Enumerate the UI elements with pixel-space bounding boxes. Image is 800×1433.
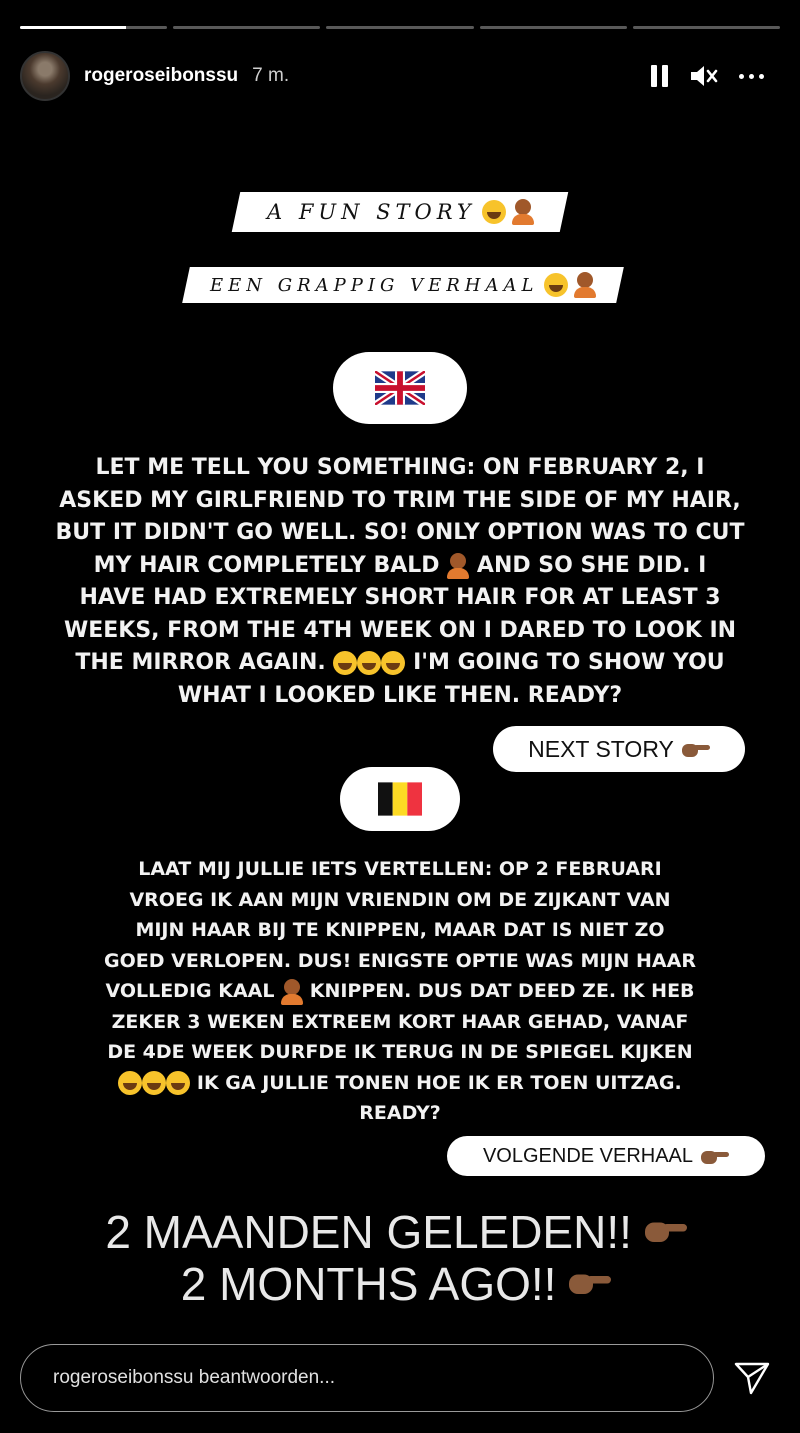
text-line bbox=[0, 976, 800, 1007]
reply-input[interactable] bbox=[20, 1344, 714, 1412]
text-line: HAVE HAD EXTREMELY SHORT HAIR FOR AT LEAST 3 bbox=[79, 585, 721, 610]
pointing-right-icon bbox=[645, 1216, 705, 1255]
months-ago-nl: 2 MAANDEN GELEDEN!! bbox=[105, 1206, 632, 1258]
laughing-emoji-icon bbox=[142, 1071, 166, 1095]
laughing-emoji-icon bbox=[544, 273, 568, 297]
next-story-button[interactable] bbox=[493, 726, 745, 772]
title-en: A FUN STORY bbox=[266, 200, 476, 224]
volgende-verhaal-label: VOLGENDE VERHAAL bbox=[482, 1144, 694, 1167]
more-options-button[interactable] bbox=[739, 74, 764, 79]
mute-button[interactable] bbox=[689, 64, 719, 88]
laughing-emoji-icon bbox=[118, 1071, 142, 1095]
text-line: VROEG IK AAN MIJN VRIENDIN OM DE ZIJKANT VAN bbox=[129, 888, 671, 911]
text-line: READY? bbox=[359, 1102, 441, 1124]
pointing-right-icon bbox=[682, 740, 710, 758]
text-segment: KNIPPEN. DUS DAT DEED ZE. IK HEB bbox=[309, 980, 695, 1002]
progress-segment bbox=[173, 26, 320, 29]
text-segment: AND SO SHE DID. I bbox=[476, 552, 707, 578]
laughing-emoji-icon bbox=[357, 651, 381, 675]
story-header bbox=[20, 50, 780, 102]
title-sticker-nl bbox=[182, 267, 624, 303]
progress-segment bbox=[633, 26, 780, 29]
text-segment: VOLLEDIG KAAL bbox=[105, 980, 275, 1002]
text-line: BUT IT DIDN'T GO WELL. SO! ONLY OPTION WAS TO CUT bbox=[55, 520, 745, 545]
story-text-nl bbox=[0, 854, 800, 1129]
progress-segment bbox=[326, 26, 473, 29]
laughing-emoji-icon bbox=[381, 651, 405, 675]
facepalm-emoji-icon bbox=[447, 553, 469, 579]
laughing-emoji-icon bbox=[166, 1071, 190, 1095]
username[interactable]: rogeroseibonssu bbox=[84, 65, 239, 86]
progress-segment bbox=[20, 26, 167, 29]
avatar[interactable] bbox=[20, 51, 70, 101]
pointing-right-icon bbox=[569, 1268, 629, 1307]
facepalm-emoji-icon bbox=[574, 272, 596, 298]
facepalm-emoji-icon bbox=[511, 199, 533, 225]
title-sticker-en bbox=[232, 192, 569, 232]
months-ago-en: 2 MONTHS AGO!! bbox=[180, 1258, 557, 1310]
months-ago-text bbox=[0, 1206, 800, 1310]
send-button[interactable] bbox=[732, 1358, 772, 1398]
uk-flag-sticker bbox=[333, 352, 467, 424]
text-segment: MY HAIR COMPLETELY BALD bbox=[93, 552, 440, 578]
text-line bbox=[0, 550, 800, 583]
text-line bbox=[0, 647, 800, 680]
progress-fill bbox=[20, 26, 126, 29]
send-icon bbox=[733, 1359, 771, 1397]
reply-bar bbox=[20, 1343, 780, 1413]
text-line: LAAT MIJ JULLIE IETS VERTELLEN: OP 2 FEBRUARI bbox=[138, 858, 662, 880]
belgium-flag-icon bbox=[378, 782, 422, 816]
volgende-verhaal-button[interactable] bbox=[447, 1136, 765, 1176]
months-ago-line bbox=[0, 1258, 800, 1310]
pointing-right-icon bbox=[701, 1147, 729, 1165]
united-kingdom-flag-icon bbox=[375, 371, 425, 405]
text-line: MIJN HAAR BIJ TE KNIPPEN, MAAR DAT IS NIET ZO bbox=[135, 919, 665, 941]
title-nl: EEN GRAPPIG VERHAAL bbox=[209, 274, 539, 296]
story-text-en bbox=[0, 452, 800, 712]
progress-segment bbox=[480, 26, 627, 29]
text-segment: IK GA JULLIE TONEN HOE IK ER TOEN UITZAG. bbox=[196, 1071, 682, 1094]
more-options-icon bbox=[739, 74, 764, 79]
story-progress-bar bbox=[20, 26, 780, 30]
months-ago-line bbox=[0, 1206, 800, 1258]
text-line: ASKED MY GIRLFRIEND TO TRIM THE SIDE OF MY HAIR, bbox=[59, 487, 741, 513]
speaker-muted-icon bbox=[689, 64, 719, 88]
text-segment: I'M GOING TO SHOW YOU bbox=[413, 650, 725, 675]
text-line: LET ME TELL YOU SOMETHING: ON FEBRUARY 2, I bbox=[95, 455, 705, 480]
story-controls bbox=[651, 64, 764, 88]
facepalm-emoji-icon bbox=[281, 979, 303, 1005]
pause-button[interactable] bbox=[651, 65, 669, 87]
text-line: WHAT I LOOKED LIKE THEN. READY? bbox=[177, 682, 623, 708]
text-line bbox=[0, 1068, 800, 1099]
time-ago: 7 m. bbox=[252, 65, 290, 86]
laughing-emoji-icon bbox=[481, 200, 505, 224]
laughing-emoji-icon bbox=[333, 651, 357, 675]
text-segment: THE MIRROR AGAIN. bbox=[75, 650, 326, 675]
belgium-flag-sticker bbox=[340, 767, 460, 831]
text-line: GOED VERLOPEN. DUS! ENIGSTE OPTIE WAS MIJN HAAR bbox=[104, 949, 696, 972]
text-line: WEEKS, FROM THE 4TH WEEK ON I DARED TO LOOK IN bbox=[63, 617, 737, 643]
next-story-label: NEXT STORY bbox=[528, 735, 674, 762]
text-line: DE 4DE WEEK DURFDE IK TERUG IN DE SPIEGEL KIJKEN bbox=[107, 1041, 693, 1063]
pause-icon bbox=[651, 65, 669, 87]
text-line: ZEKER 3 WEKEN EXTREEM KORT HAAR GEHAD, VANAF bbox=[111, 1010, 689, 1033]
